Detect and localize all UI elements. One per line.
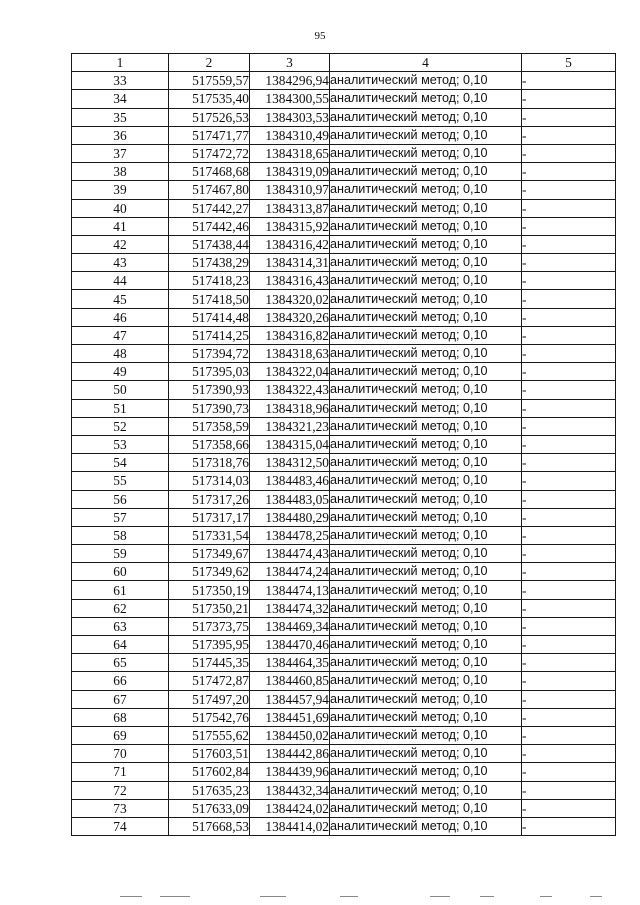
cell-note: - bbox=[522, 454, 616, 472]
cell-note: - bbox=[522, 799, 616, 817]
cell-note: - bbox=[522, 290, 616, 308]
cell-point-number: 49 bbox=[72, 363, 169, 381]
cell-point-number: 52 bbox=[72, 417, 169, 435]
cell-method-accuracy: аналитический метод; 0,10 bbox=[330, 126, 522, 144]
table-row bbox=[72, 417, 616, 435]
cell-point-number: 55 bbox=[72, 472, 169, 490]
cell-note: - bbox=[522, 326, 616, 344]
cell-method-accuracy: аналитический метод; 0,10 bbox=[330, 108, 522, 126]
cell-x-coordinate: 517445,35 bbox=[169, 654, 250, 672]
cell-method-accuracy: аналитический метод; 0,10 bbox=[330, 381, 522, 399]
cell-method-accuracy: аналитический метод; 0,10 bbox=[330, 817, 522, 835]
cell-y-coordinate: 1384432,34 bbox=[250, 781, 330, 799]
table-row bbox=[72, 363, 616, 381]
table-row bbox=[72, 672, 616, 690]
cell-point-number: 45 bbox=[72, 290, 169, 308]
table-row bbox=[72, 781, 616, 799]
cell-point-number: 39 bbox=[72, 181, 169, 199]
cell-point-number: 74 bbox=[72, 817, 169, 835]
cell-x-coordinate: 517535,40 bbox=[169, 90, 250, 108]
cell-method-accuracy: аналитический метод; 0,10 bbox=[330, 72, 522, 90]
cell-point-number: 71 bbox=[72, 763, 169, 781]
table-row bbox=[72, 144, 616, 162]
cell-point-number: 63 bbox=[72, 617, 169, 635]
cell-point-number: 60 bbox=[72, 563, 169, 581]
cell-y-coordinate: 1384470,46 bbox=[250, 636, 330, 654]
cell-note: - bbox=[522, 636, 616, 654]
cell-x-coordinate: 517350,19 bbox=[169, 581, 250, 599]
cell-method-accuracy: аналитический метод; 0,10 bbox=[330, 581, 522, 599]
cell-y-coordinate: 1384474,32 bbox=[250, 599, 330, 617]
table-row bbox=[72, 817, 616, 835]
cell-method-accuracy: аналитический метод; 0,10 bbox=[330, 526, 522, 544]
cell-note: - bbox=[522, 472, 616, 490]
cell-x-coordinate: 517668,53 bbox=[169, 817, 250, 835]
cell-x-coordinate: 517497,20 bbox=[169, 690, 250, 708]
cell-y-coordinate: 1384474,43 bbox=[250, 545, 330, 563]
cell-x-coordinate: 517373,75 bbox=[169, 617, 250, 635]
table-row bbox=[72, 290, 616, 308]
cell-x-coordinate: 517394,72 bbox=[169, 345, 250, 363]
cell-x-coordinate: 517414,25 bbox=[169, 326, 250, 344]
cell-note: - bbox=[522, 235, 616, 253]
cell-method-accuracy: аналитический метод; 0,10 bbox=[330, 363, 522, 381]
cell-y-coordinate: 1384480,29 bbox=[250, 508, 330, 526]
cell-y-coordinate: 1384478,25 bbox=[250, 526, 330, 544]
cell-point-number: 43 bbox=[72, 254, 169, 272]
cell-method-accuracy: аналитический метод; 0,10 bbox=[330, 290, 522, 308]
cell-point-number: 37 bbox=[72, 144, 169, 162]
cell-x-coordinate: 517472,87 bbox=[169, 672, 250, 690]
cell-x-coordinate: 517602,84 bbox=[169, 763, 250, 781]
cell-method-accuracy: аналитический метод; 0,10 bbox=[330, 217, 522, 235]
cell-y-coordinate: 1384310,97 bbox=[250, 181, 330, 199]
cell-x-coordinate: 517472,72 bbox=[169, 144, 250, 162]
table-row bbox=[72, 235, 616, 253]
cell-x-coordinate: 517350,21 bbox=[169, 599, 250, 617]
cell-y-coordinate: 1384318,96 bbox=[250, 399, 330, 417]
cell-x-coordinate: 517438,44 bbox=[169, 235, 250, 253]
cell-note: - bbox=[522, 345, 616, 363]
cell-method-accuracy: аналитический метод; 0,10 bbox=[330, 90, 522, 108]
cell-method-accuracy: аналитический метод; 0,10 bbox=[330, 654, 522, 672]
cell-note: - bbox=[522, 599, 616, 617]
scan-artifacts bbox=[110, 896, 610, 900]
table-row bbox=[72, 799, 616, 817]
cell-y-coordinate: 1384483,05 bbox=[250, 490, 330, 508]
table-row bbox=[72, 108, 616, 126]
table-row bbox=[72, 90, 616, 108]
cell-point-number: 53 bbox=[72, 435, 169, 453]
cell-note: - bbox=[522, 381, 616, 399]
cell-y-coordinate: 1384314,31 bbox=[250, 254, 330, 272]
cell-point-number: 38 bbox=[72, 163, 169, 181]
cell-point-number: 44 bbox=[72, 272, 169, 290]
cell-y-coordinate: 1384450,02 bbox=[250, 726, 330, 744]
cell-x-coordinate: 517471,77 bbox=[169, 126, 250, 144]
cell-note: - bbox=[522, 708, 616, 726]
cell-method-accuracy: аналитический метод; 0,10 bbox=[330, 199, 522, 217]
cell-x-coordinate: 517542,76 bbox=[169, 708, 250, 726]
cell-y-coordinate: 1384320,02 bbox=[250, 290, 330, 308]
cell-x-coordinate: 517526,53 bbox=[169, 108, 250, 126]
cell-note: - bbox=[522, 508, 616, 526]
cell-point-number: 54 bbox=[72, 454, 169, 472]
table-row bbox=[72, 435, 616, 453]
table-row bbox=[72, 163, 616, 181]
table-row bbox=[72, 581, 616, 599]
cell-note: - bbox=[522, 817, 616, 835]
table-row bbox=[72, 217, 616, 235]
cell-method-accuracy: аналитический метод; 0,10 bbox=[330, 435, 522, 453]
cell-method-accuracy: аналитический метод; 0,10 bbox=[330, 726, 522, 744]
cell-note: - bbox=[522, 745, 616, 763]
cell-note: - bbox=[522, 90, 616, 108]
cell-point-number: 59 bbox=[72, 545, 169, 563]
cell-y-coordinate: 1384322,04 bbox=[250, 363, 330, 381]
table-row bbox=[72, 126, 616, 144]
cell-method-accuracy: аналитический метод; 0,10 bbox=[330, 708, 522, 726]
cell-y-coordinate: 1384316,82 bbox=[250, 326, 330, 344]
cell-x-coordinate: 517395,95 bbox=[169, 636, 250, 654]
cell-note: - bbox=[522, 254, 616, 272]
cell-note: - bbox=[522, 690, 616, 708]
cell-x-coordinate: 517314,03 bbox=[169, 472, 250, 490]
cell-x-coordinate: 517349,67 bbox=[169, 545, 250, 563]
table-header-row bbox=[72, 54, 616, 72]
header-col-2: 2 bbox=[169, 54, 250, 72]
cell-x-coordinate: 517390,93 bbox=[169, 381, 250, 399]
cell-y-coordinate: 1384424,02 bbox=[250, 799, 330, 817]
cell-y-coordinate: 1384313,87 bbox=[250, 199, 330, 217]
cell-note: - bbox=[522, 526, 616, 544]
cell-point-number: 70 bbox=[72, 745, 169, 763]
table-row bbox=[72, 526, 616, 544]
cell-x-coordinate: 517633,09 bbox=[169, 799, 250, 817]
table-row bbox=[72, 545, 616, 563]
cell-method-accuracy: аналитический метод; 0,10 bbox=[330, 545, 522, 563]
table-row bbox=[72, 490, 616, 508]
cell-y-coordinate: 1384474,24 bbox=[250, 563, 330, 581]
header-col-5: 5 bbox=[522, 54, 616, 72]
cell-x-coordinate: 517331,54 bbox=[169, 526, 250, 544]
cell-y-coordinate: 1384310,49 bbox=[250, 126, 330, 144]
cell-x-coordinate: 517442,46 bbox=[169, 217, 250, 235]
table-row bbox=[72, 708, 616, 726]
cell-point-number: 35 bbox=[72, 108, 169, 126]
cell-note: - bbox=[522, 363, 616, 381]
cell-y-coordinate: 1384318,65 bbox=[250, 144, 330, 162]
table-row bbox=[72, 636, 616, 654]
cell-method-accuracy: аналитический метод; 0,10 bbox=[330, 745, 522, 763]
cell-note: - bbox=[522, 490, 616, 508]
table-row bbox=[72, 654, 616, 672]
cell-y-coordinate: 1384316,43 bbox=[250, 272, 330, 290]
cell-method-accuracy: аналитический метод; 0,10 bbox=[330, 345, 522, 363]
table-row bbox=[72, 563, 616, 581]
cell-method-accuracy: аналитический метод; 0,10 bbox=[330, 563, 522, 581]
cell-point-number: 73 bbox=[72, 799, 169, 817]
cell-method-accuracy: аналитический метод; 0,10 bbox=[330, 763, 522, 781]
cell-x-coordinate: 517635,23 bbox=[169, 781, 250, 799]
table-row bbox=[72, 599, 616, 617]
cell-note: - bbox=[522, 726, 616, 744]
cell-y-coordinate: 1384296,94 bbox=[250, 72, 330, 90]
cell-point-number: 58 bbox=[72, 526, 169, 544]
cell-method-accuracy: аналитический метод; 0,10 bbox=[330, 235, 522, 253]
cell-x-coordinate: 517418,23 bbox=[169, 272, 250, 290]
cell-method-accuracy: аналитический метод; 0,10 bbox=[330, 672, 522, 690]
cell-point-number: 48 bbox=[72, 345, 169, 363]
cell-method-accuracy: аналитический метод; 0,10 bbox=[330, 599, 522, 617]
cell-note: - bbox=[522, 126, 616, 144]
cell-method-accuracy: аналитический метод; 0,10 bbox=[330, 490, 522, 508]
cell-note: - bbox=[522, 563, 616, 581]
cell-y-coordinate: 1384321,23 bbox=[250, 417, 330, 435]
cell-y-coordinate: 1384469,34 bbox=[250, 617, 330, 635]
cell-method-accuracy: аналитический метод; 0,10 bbox=[330, 163, 522, 181]
cell-method-accuracy: аналитический метод; 0,10 bbox=[330, 472, 522, 490]
cell-note: - bbox=[522, 581, 616, 599]
cell-point-number: 42 bbox=[72, 235, 169, 253]
cell-y-coordinate: 1384414,02 bbox=[250, 817, 330, 835]
cell-point-number: 64 bbox=[72, 636, 169, 654]
cell-point-number: 72 bbox=[72, 781, 169, 799]
cell-x-coordinate: 517603,51 bbox=[169, 745, 250, 763]
cell-point-number: 46 bbox=[72, 308, 169, 326]
table-row bbox=[72, 345, 616, 363]
table-row bbox=[72, 199, 616, 217]
table-row bbox=[72, 254, 616, 272]
cell-note: - bbox=[522, 108, 616, 126]
cell-y-coordinate: 1384474,13 bbox=[250, 581, 330, 599]
cell-point-number: 40 bbox=[72, 199, 169, 217]
cell-point-number: 33 bbox=[72, 72, 169, 90]
cell-note: - bbox=[522, 435, 616, 453]
cell-x-coordinate: 517442,27 bbox=[169, 199, 250, 217]
cell-method-accuracy: аналитический метод; 0,10 bbox=[330, 508, 522, 526]
cell-note: - bbox=[522, 272, 616, 290]
cell-point-number: 68 bbox=[72, 708, 169, 726]
cell-y-coordinate: 1384483,46 bbox=[250, 472, 330, 490]
table-row bbox=[72, 617, 616, 635]
cell-y-coordinate: 1384312,50 bbox=[250, 454, 330, 472]
cell-point-number: 67 bbox=[72, 690, 169, 708]
cell-point-number: 56 bbox=[72, 490, 169, 508]
cell-y-coordinate: 1384451,69 bbox=[250, 708, 330, 726]
table-row bbox=[72, 308, 616, 326]
cell-point-number: 50 bbox=[72, 381, 169, 399]
cell-x-coordinate: 517358,66 bbox=[169, 435, 250, 453]
table-row bbox=[72, 745, 616, 763]
cell-x-coordinate: 517418,50 bbox=[169, 290, 250, 308]
cell-y-coordinate: 1384439,96 bbox=[250, 763, 330, 781]
cell-note: - bbox=[522, 417, 616, 435]
cell-x-coordinate: 517318,76 bbox=[169, 454, 250, 472]
cell-point-number: 34 bbox=[72, 90, 169, 108]
table-row bbox=[72, 763, 616, 781]
cell-note: - bbox=[522, 199, 616, 217]
cell-method-accuracy: аналитический метод; 0,10 bbox=[330, 144, 522, 162]
cell-point-number: 69 bbox=[72, 726, 169, 744]
cell-y-coordinate: 1384322,43 bbox=[250, 381, 330, 399]
table-row bbox=[72, 326, 616, 344]
cell-x-coordinate: 517390,73 bbox=[169, 399, 250, 417]
table-row bbox=[72, 508, 616, 526]
table-row bbox=[72, 272, 616, 290]
cell-note: - bbox=[522, 781, 616, 799]
cell-point-number: 51 bbox=[72, 399, 169, 417]
coordinates-table bbox=[71, 53, 616, 836]
cell-y-coordinate: 1384316,42 bbox=[250, 235, 330, 253]
cell-x-coordinate: 517414,48 bbox=[169, 308, 250, 326]
cell-note: - bbox=[522, 545, 616, 563]
cell-method-accuracy: аналитический метод; 0,10 bbox=[330, 254, 522, 272]
cell-method-accuracy: аналитический метод; 0,10 bbox=[330, 781, 522, 799]
cell-method-accuracy: аналитический метод; 0,10 bbox=[330, 690, 522, 708]
cell-y-coordinate: 1384319,09 bbox=[250, 163, 330, 181]
cell-note: - bbox=[522, 308, 616, 326]
table-row bbox=[72, 181, 616, 199]
table-row bbox=[72, 726, 616, 744]
cell-y-coordinate: 1384315,04 bbox=[250, 435, 330, 453]
cell-note: - bbox=[522, 217, 616, 235]
cell-method-accuracy: аналитический метод; 0,10 bbox=[330, 617, 522, 635]
cell-note: - bbox=[522, 163, 616, 181]
cell-x-coordinate: 517317,17 bbox=[169, 508, 250, 526]
cell-x-coordinate: 517555,62 bbox=[169, 726, 250, 744]
cell-point-number: 61 bbox=[72, 581, 169, 599]
cell-y-coordinate: 1384464,35 bbox=[250, 654, 330, 672]
cell-note: - bbox=[522, 654, 616, 672]
table-row bbox=[72, 690, 616, 708]
table-row bbox=[72, 454, 616, 472]
header-col-3: 3 bbox=[250, 54, 330, 72]
header-col-4: 4 bbox=[330, 54, 522, 72]
cell-point-number: 66 bbox=[72, 672, 169, 690]
cell-y-coordinate: 1384320,26 bbox=[250, 308, 330, 326]
cell-point-number: 62 bbox=[72, 599, 169, 617]
table-row bbox=[72, 381, 616, 399]
cell-note: - bbox=[522, 672, 616, 690]
cell-point-number: 41 bbox=[72, 217, 169, 235]
cell-x-coordinate: 517349,62 bbox=[169, 563, 250, 581]
cell-y-coordinate: 1384460,85 bbox=[250, 672, 330, 690]
cell-note: - bbox=[522, 617, 616, 635]
cell-method-accuracy: аналитический метод; 0,10 bbox=[330, 799, 522, 817]
cell-method-accuracy: аналитический метод; 0,10 bbox=[330, 181, 522, 199]
cell-method-accuracy: аналитический метод; 0,10 bbox=[330, 454, 522, 472]
cell-y-coordinate: 1384457,94 bbox=[250, 690, 330, 708]
cell-method-accuracy: аналитический метод; 0,10 bbox=[330, 308, 522, 326]
cell-x-coordinate: 517559,57 bbox=[169, 72, 250, 90]
header-col-1: 1 bbox=[72, 54, 169, 72]
cell-note: - bbox=[522, 144, 616, 162]
cell-point-number: 65 bbox=[72, 654, 169, 672]
cell-note: - bbox=[522, 181, 616, 199]
cell-x-coordinate: 517438,29 bbox=[169, 254, 250, 272]
table-body bbox=[72, 72, 616, 836]
table-row bbox=[72, 399, 616, 417]
table-row bbox=[72, 472, 616, 490]
cell-x-coordinate: 517467,80 bbox=[169, 181, 250, 199]
cell-method-accuracy: аналитический метод; 0,10 bbox=[330, 399, 522, 417]
cell-point-number: 36 bbox=[72, 126, 169, 144]
cell-method-accuracy: аналитический метод; 0,10 bbox=[330, 417, 522, 435]
cell-x-coordinate: 517395,03 bbox=[169, 363, 250, 381]
cell-y-coordinate: 1384315,92 bbox=[250, 217, 330, 235]
cell-point-number: 47 bbox=[72, 326, 169, 344]
table-row bbox=[72, 72, 616, 90]
cell-y-coordinate: 1384442,86 bbox=[250, 745, 330, 763]
cell-y-coordinate: 1384303,53 bbox=[250, 108, 330, 126]
cell-note: - bbox=[522, 763, 616, 781]
cell-method-accuracy: аналитический метод; 0,10 bbox=[330, 636, 522, 654]
cell-method-accuracy: аналитический метод; 0,10 bbox=[330, 272, 522, 290]
cell-note: - bbox=[522, 399, 616, 417]
cell-x-coordinate: 517468,68 bbox=[169, 163, 250, 181]
cell-method-accuracy: аналитический метод; 0,10 bbox=[330, 326, 522, 344]
cell-y-coordinate: 1384300,55 bbox=[250, 90, 330, 108]
page-number: 95 bbox=[314, 30, 326, 42]
cell-x-coordinate: 517358,59 bbox=[169, 417, 250, 435]
cell-note: - bbox=[522, 72, 616, 90]
cell-y-coordinate: 1384318,63 bbox=[250, 345, 330, 363]
cell-point-number: 57 bbox=[72, 508, 169, 526]
cell-x-coordinate: 517317,26 bbox=[169, 490, 250, 508]
